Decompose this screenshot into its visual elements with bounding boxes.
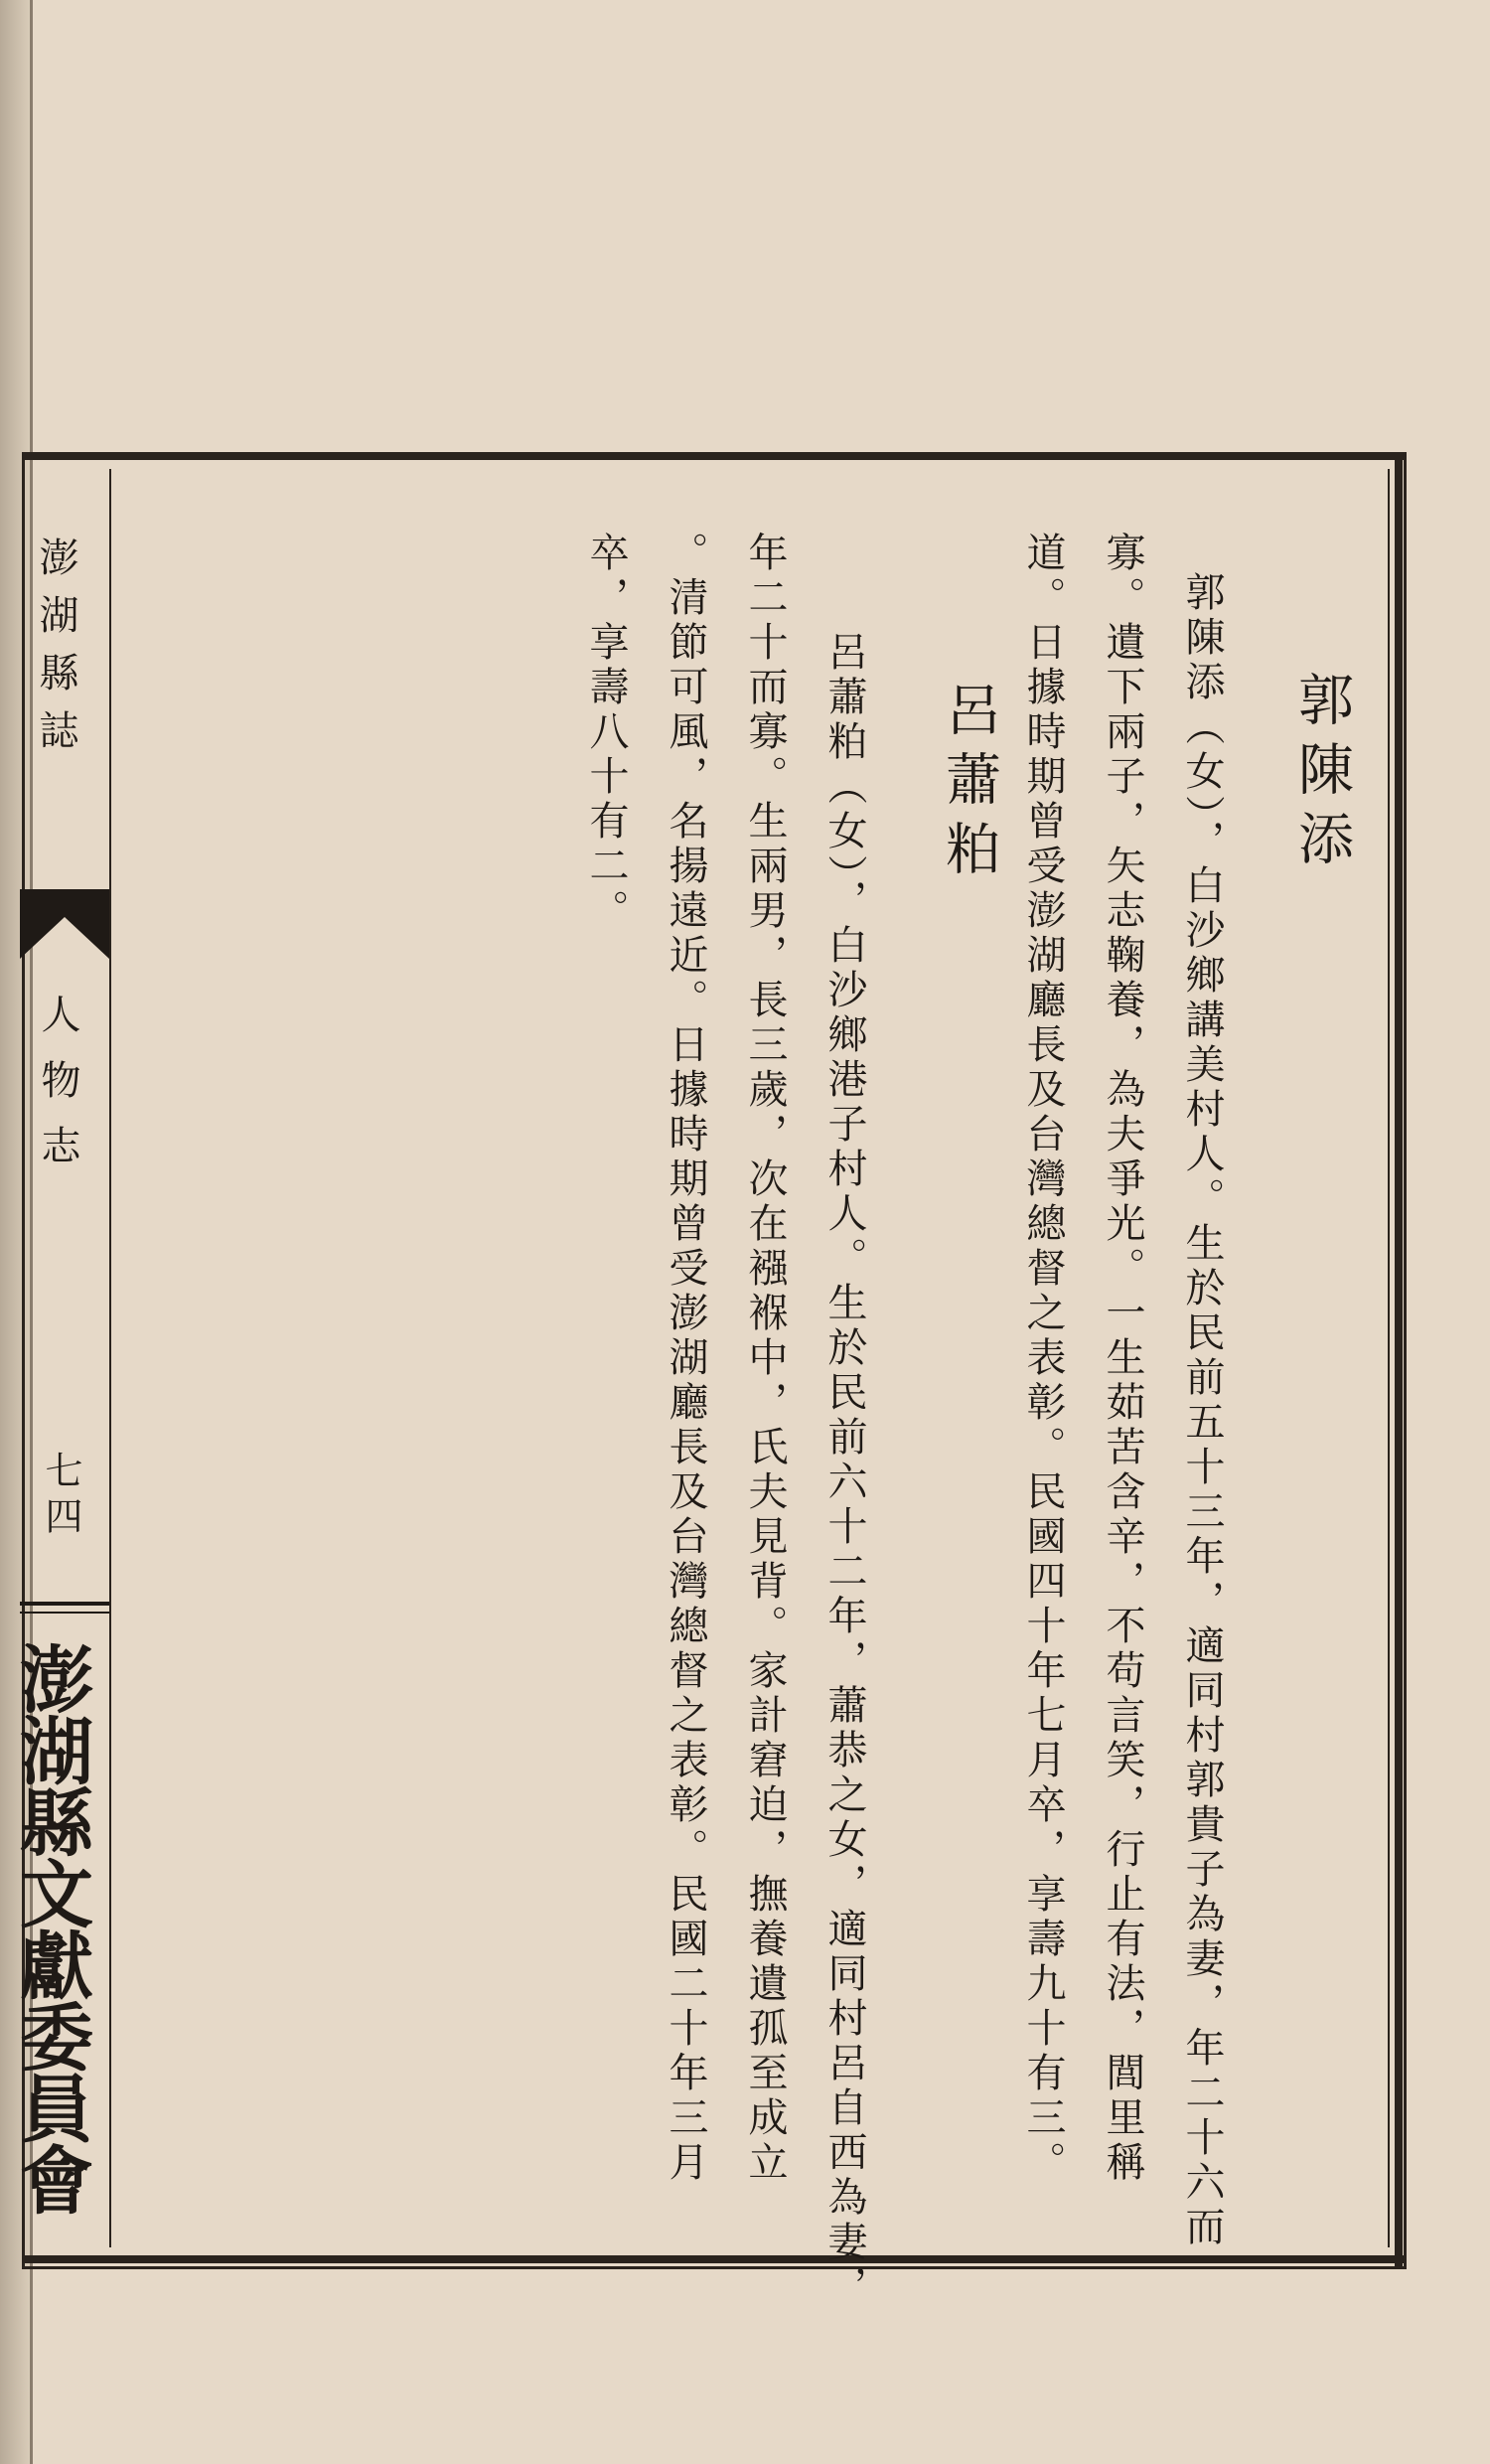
entry-text-line: 郭陳添（女），白沙鄉講美村人。生於民前五十三年，適同村郭貴子為妻，年二十六而 <box>1179 571 1225 2250</box>
page-number: 七四 <box>39 1451 82 1542</box>
entry-text-line: 道。日據時期曾受澎湖廳長及台灣總督之表彰。民國四十年七月卒，享壽九十有三。 <box>1020 532 1066 2186</box>
entry-text-line: 年二十而寡。生兩男，長三歲，次在襁褓中，氏夫見背。家計窘迫，撫養遺孤至成立 <box>742 532 788 2186</box>
entry-text-line: 呂蕭粕（女），白沙鄉港子村人。生於民前六十二年，蕭恭之女，適同村呂自西為妻， <box>821 631 867 2310</box>
page-frame-bottom-rule <box>22 2255 1407 2263</box>
page-frame-top-rule <box>22 452 1407 460</box>
entry-title: 呂蕭粕 <box>937 681 1001 889</box>
margin-book-title: 澎湖縣誌 <box>33 537 78 767</box>
entry-text-line: 卒，享壽八十有二。 <box>583 532 629 934</box>
entry-text-line: 。清節可風，名揚遠近。日據時期曾受澎湖廳長及台灣總督之表彰。民國二十年三月 <box>663 532 708 2186</box>
margin-publisher: 澎湖縣文獻委員會 <box>8 1641 93 2214</box>
entry-title: 郭陳添 <box>1289 671 1354 879</box>
entry-text-line: 寡。遺下兩子，矢志鞠養，為夫爭光。一生茹苦含辛，不苟言笑，行止有法，閭里稱 <box>1100 532 1145 2186</box>
margin-section-name: 人物志 <box>35 994 80 1190</box>
margin-rule-thin <box>20 1612 109 1614</box>
margin-rule-thick <box>20 1602 109 1606</box>
page-frame-right-rule <box>1395 452 1403 2269</box>
